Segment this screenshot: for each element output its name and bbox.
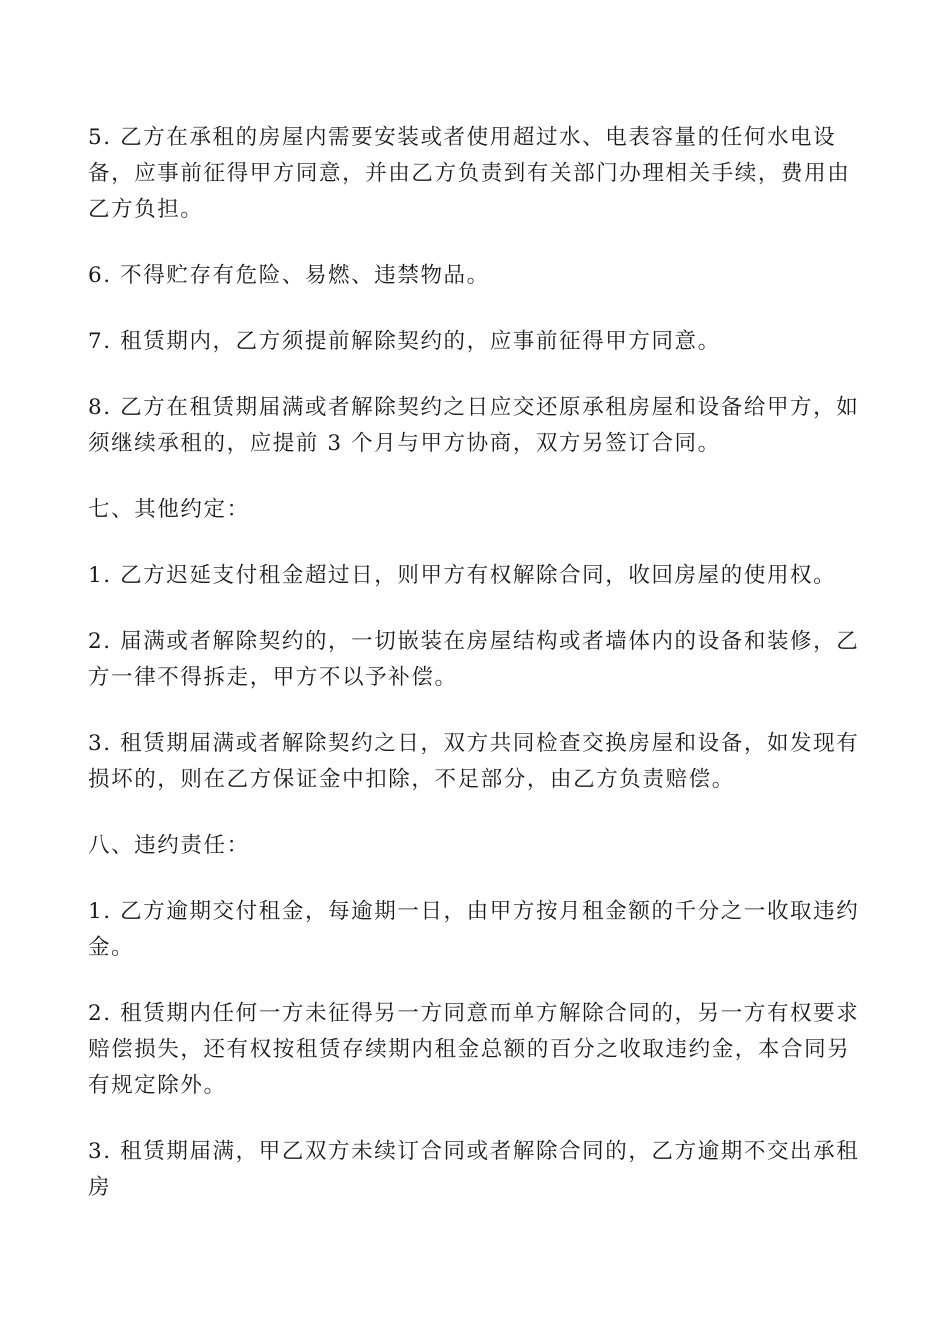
clause-7: 7. 租赁期内，乙方须提前解除契约的，应事前征得甲方同意。 bbox=[88, 329, 721, 354]
breach-clause-1: 1. 乙方逾期交付租金，每逾期一日，由甲方按月租金额的千分之一收取违约金。 bbox=[88, 899, 860, 960]
clause-5: 5. 乙方在承租的房屋内需要安装或者使用超过水、电表容量的任何水电设备，应事前征得甲方同意，并由乙方负责到有关部门办理相关手续，费用由乙方负担。 bbox=[88, 125, 851, 222]
breach-clause-2: 2. 租赁期内任何一方未征得另一方同意而单方解除合同的，另一方有权要求赔偿损失，还有权按租赁存续期内租金总额的百分之收取违约金，本合同另有规定除外。 bbox=[88, 1001, 860, 1098]
clause-6: 6. 不得贮存有危险、易燃、违禁物品。 bbox=[88, 263, 490, 288]
other-clause-2: 2. 届满或者解除契约的，一切嵌装在房屋结构或者墙体内的设备和装修，乙方一律不得拆走，甲方不以予补偿。 bbox=[88, 629, 860, 690]
document-page bbox=[88, 120, 862, 1236]
clause-8: 8. 乙方在租赁期届满或者解除契约之日应交还原承租房屋和设备给甲方，如须继续承租的，应提前 3 个月与甲方协商，双方另签订合同。 bbox=[88, 395, 860, 456]
other-clause-1: 1. 乙方迟延支付租金超过日，则甲方有权解除合同，收回房屋的使用权。 bbox=[88, 563, 837, 588]
other-clause-3: 3. 租赁期届满或者解除契约之日，双方共同检查交换房屋和设备，如发现有损坏的，则在乙方保证金中扣除，不足部分，由乙方负责赔偿。 bbox=[88, 731, 860, 792]
section-heading-other-agreements: 七、其他约定： bbox=[88, 497, 250, 522]
breach-clause-3: 3. 租赁期届满，甲乙双方未续订合同或者解除合同的，乙方逾期不交出承租房 bbox=[88, 1139, 860, 1200]
section-heading-breach-liability: 八、违约责任： bbox=[88, 833, 250, 858]
